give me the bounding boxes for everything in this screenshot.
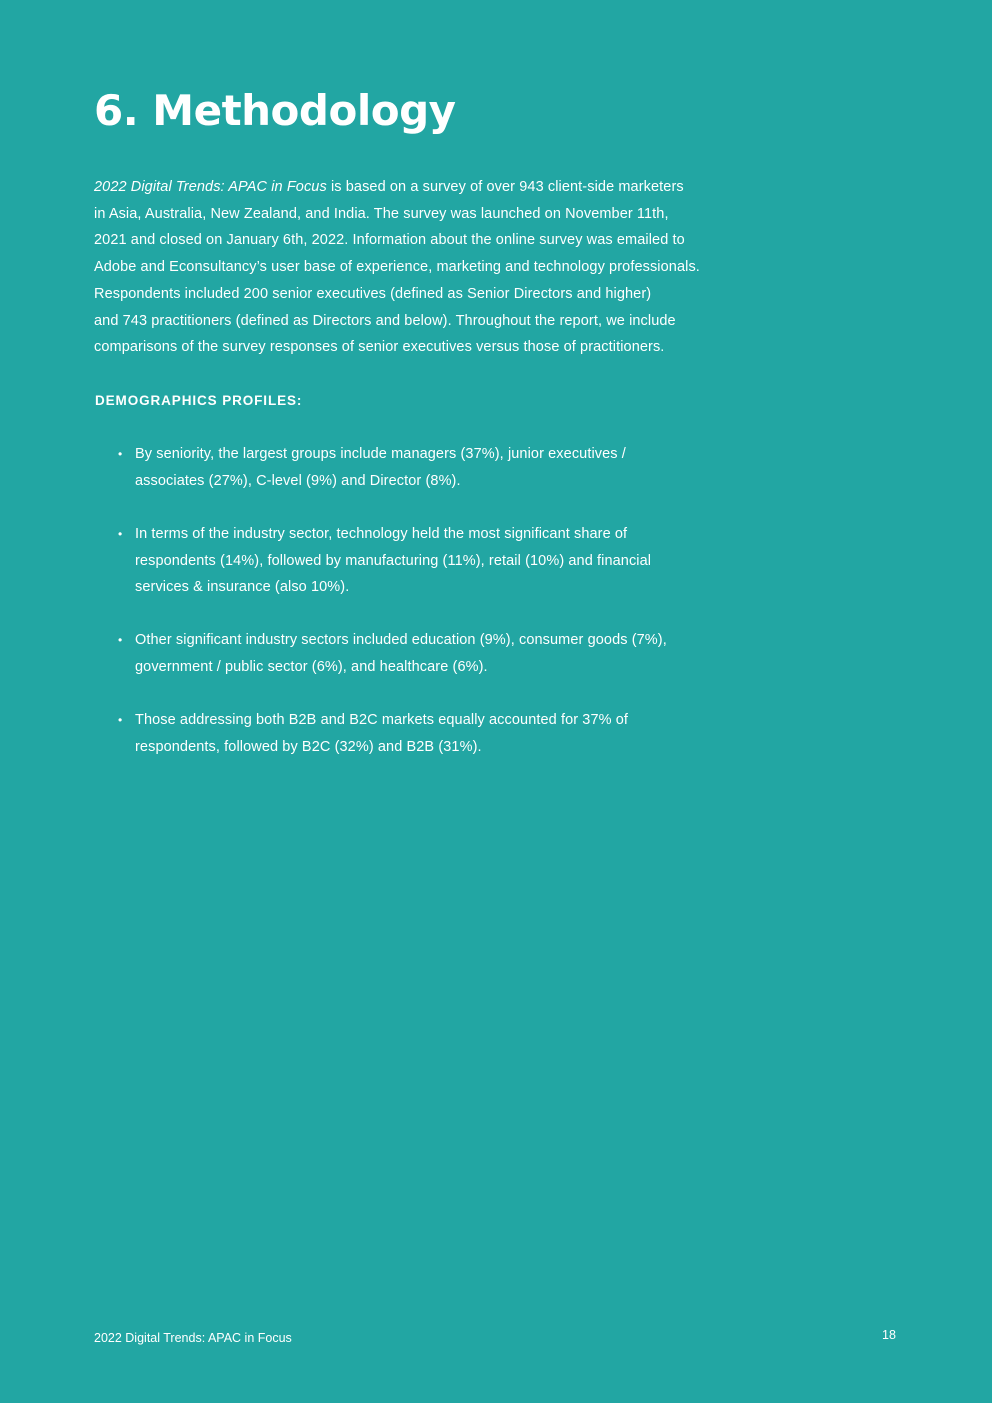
bullet-line: associates (27%), C-level (9%) and Director (8%). (135, 472, 461, 489)
bullet-text (135, 441, 715, 494)
intro-line: and 743 practitioners (defined as Directors and below). Throughout the report, we include (94, 312, 676, 329)
intro-line: Respondents included 200 senior executives (defined as Senior Directors and higher) (94, 285, 652, 302)
report-title-italic: 2022 Digital Trends: APAC in Focus (94, 179, 327, 195)
intro-line: Adobe and Econsultancy’s user base of experience, marketing and technology professionals. (94, 259, 700, 276)
bullet-line: Those addressing both B2B and B2C markets equally accounted for 37% of (135, 712, 629, 728)
intro-line: comparisons of the survey responses of senior executives versus those of practitioners. (94, 339, 665, 356)
section-heading-demographics: DEMOGRAPHICS PROFILES: (95, 393, 303, 408)
intro-line: in Asia, Australia, New Zealand, and India. The survey was launched on November 11th, (94, 205, 669, 222)
intro-paragraph (94, 174, 734, 361)
bullet-text (135, 627, 715, 680)
bullet-line: services & insurance (also 10%). (135, 579, 350, 596)
bullet-line: respondents (14%), followed by manufacturing (11%), retail (10%) and financial (135, 552, 652, 569)
page-title: 6. Methodology (94, 86, 456, 135)
bullet-line: By seniority, the largest groups include managers (37%), junior executives / (135, 446, 626, 462)
bullet-line: respondents, followed by B2C (32%) and B2B (31%). (135, 738, 482, 755)
intro-line: 2021 and closed on January 6th, 2022. Information about the online survey was emailed to (94, 232, 685, 249)
page-number: 18 (882, 1328, 896, 1342)
bullet-dot-icon: • (118, 527, 123, 541)
bullet-text (135, 707, 715, 760)
bullet-dot-icon: • (118, 633, 123, 647)
footer-report-title: 2022 Digital Trends: APAC in Focus (94, 1331, 292, 1345)
bullet-line: In terms of the industry sector, technology held the most significant share of (135, 526, 628, 542)
intro-line (94, 174, 734, 201)
bullet-line: Other significant industry sectors included education (9%), consumer goods (7%), (135, 632, 667, 648)
bullet-dot-icon: • (118, 447, 123, 461)
intro-line-text: is based on a survey of over 943 client-side marketers (326, 179, 684, 195)
bullet-line: government / public sector (6%), and healthcare (6%). (135, 658, 488, 675)
bullet-dot-icon: • (118, 713, 123, 727)
bullet-text (135, 521, 715, 601)
